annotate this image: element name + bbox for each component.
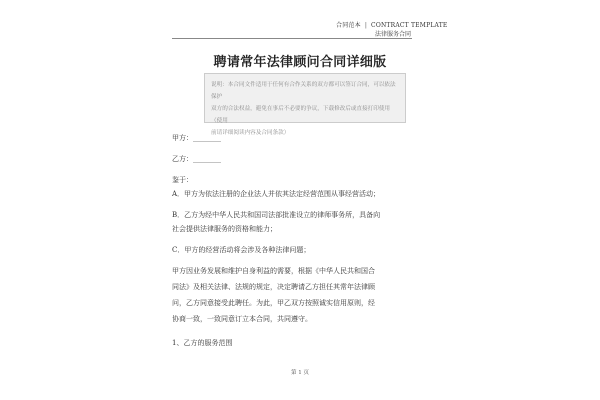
header-label-en: CONTRACT TEMPLATE <box>371 22 448 29</box>
header-label-cn: 合同范本 <box>336 22 361 29</box>
recital-b: B．乙方为经中华人民共和国司法部批准设立的律师事务所，具备向 <box>172 211 381 219</box>
header-separator: | <box>364 22 368 29</box>
recital-b-cont: 社会提供法律服务的资格和能力； <box>172 225 277 233</box>
body-paragraph-line: 问，乙方同意接受此聘任。为此，甲乙双方按照诚实信用原则，经 <box>172 299 375 307</box>
notice-line: 双方的合法权益，避免在事后不必要的争议，下载修改后或直接打印使用（使用 <box>211 106 391 124</box>
document-title: 聘请常年法律顾问合同详细版 <box>213 55 387 70</box>
notice-line: 前请详细阅读内容及合同条款） <box>211 130 290 136</box>
body-paragraph-line: 协商一致，一致同意订立本合同，共同遵守。 <box>172 315 312 323</box>
whereas-heading: 鉴于： <box>172 176 193 184</box>
party-b-line: 乙方：________ <box>172 155 221 163</box>
notice-line: 说明：本合同文件适用于任何有合作关系的双方都可以签订合同，可以依法保护 <box>211 82 396 100</box>
body-paragraph-line: 甲方因业务发展和维护自身利益的需要，根据《中华人民共和国合 <box>172 267 375 275</box>
recital-a: A．甲方为依法注册的企业法人并依其法定经营范围从事经营活动； <box>172 190 381 198</box>
header-subtitle: 法律服务合同 <box>375 31 412 38</box>
header-divider <box>172 38 412 39</box>
party-a-line: 甲方：________ <box>172 134 221 142</box>
notice-box <box>204 73 406 136</box>
section-heading: 1、乙方的服务范围 <box>172 339 233 347</box>
body-paragraph-line: 同法》及相关法律、法规的规定，决定聘请乙方担任其常年法律顾 <box>172 283 375 291</box>
recital-c: C．甲方的经营活动将会涉及各种法律问题； <box>172 246 311 254</box>
page-number: 第 1 页 <box>291 370 309 376</box>
header-label <box>336 20 448 29</box>
